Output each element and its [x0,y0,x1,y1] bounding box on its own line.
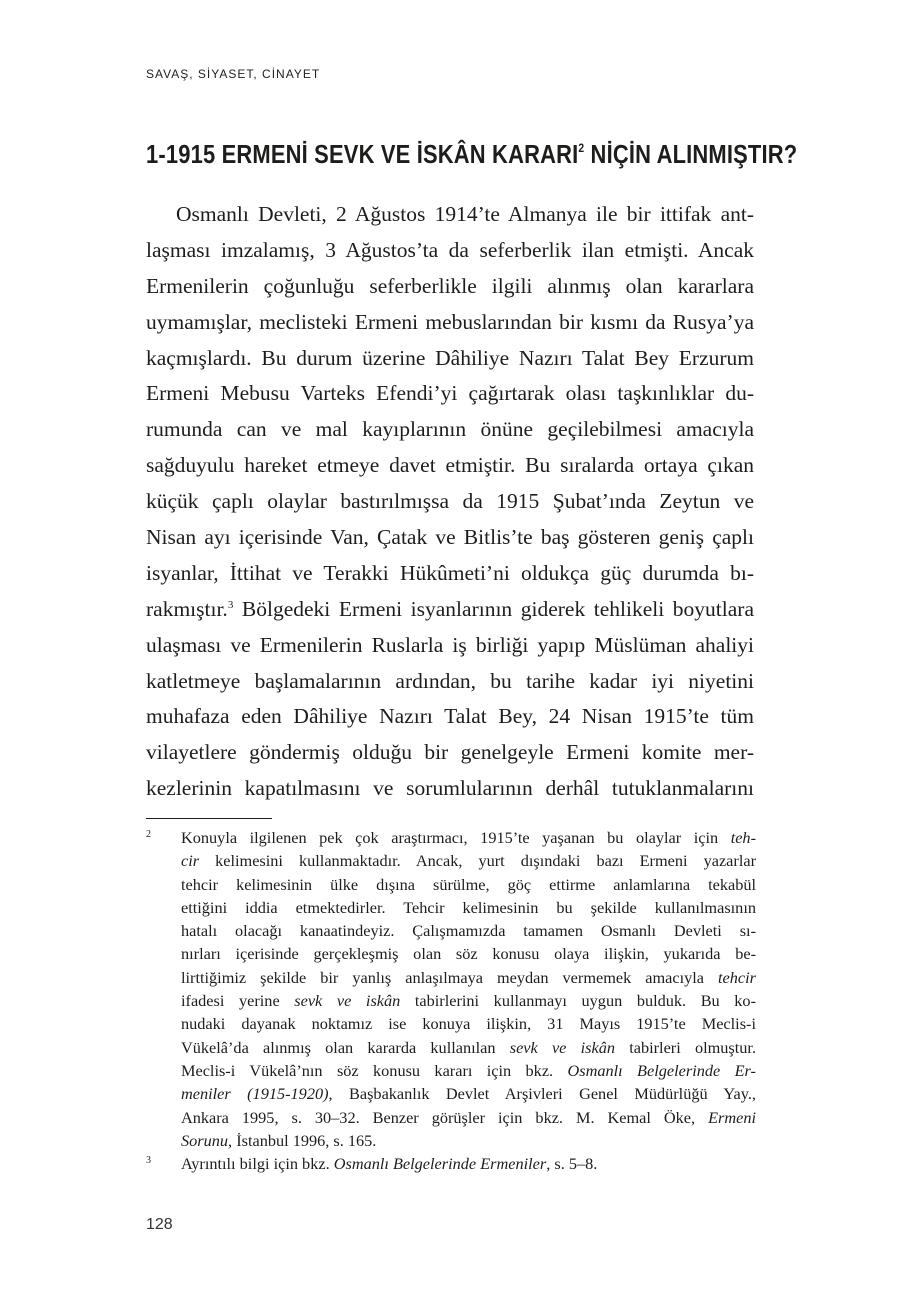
footnote-ref-2[interactable]: 2 [578,141,585,155]
footnote-italic: Sorunu [181,1130,229,1150]
footnote-line: nudaki dayanak noktamız ise konuya ilişkin, 31 Mayıs 1915’te Meclis-i [181,1014,756,1034]
footnote-text: Ayrıntılı bilgi için bkz. [181,1154,334,1174]
body-line: katletmeye başlamalarının ardından, bu tarihe kadar iyi niyetini [146,668,754,693]
footnote-line [181,1129,756,1152]
footnote-italic: cir [181,851,200,871]
footnote-line: tehcir kelimesinin ülke dışına sürülme, göç ettirme anlamlarına tekabül [181,874,756,894]
footnote-italic: Ermeni [708,1107,756,1127]
body-line: muhafaza eden Dâhiliye Nazırı Talat Bey, 24 Nisan 1915’te tüm [146,704,754,729]
footnote-italic: tehcir [718,967,756,987]
body-line: Ermenilerin çoğunluğu seferberlikle ilgili alınmış olan kararlara [146,273,754,298]
footnote-text: lirttiğimiz şekilde bir yanlış anlaşılmaya meydan vermemek amacıyla [181,967,719,987]
footnote-line [181,849,756,872]
footnote-number: 2 [146,829,151,840]
footnote-line [181,1152,756,1175]
footnote-text: Ankara 1995, s. 30–32. Benzer görüşler için bkz. M. Kemal Öke, [181,1107,709,1127]
footnote-ref-3[interactable]: 3 [227,598,234,611]
body-line: sağduyulu hareket etmeye davet etmiştir. Bu sıralarda ortaya çıkan [146,453,754,478]
chapter-title-text: 1-1915 ERMENİ SEVK VE İSKÂN KARARI [146,141,579,169]
chapter-title [146,141,798,170]
body-line: uymamışlar, meclisteki Ermeni mebuslarından bir kısmı da Rusya’ya [146,309,754,334]
footnote-text: tabirlerini kullanmayı uygun bulduk. Bu ko- [400,991,756,1011]
footnote-line: ettiğini iddia etmektedirler. Tehcir kelimesinin bu şekilde kullanılmasının [181,897,756,917]
footnote-line [181,1082,756,1105]
footnote-text: kelimesini kullanmaktadır. Ancak, yurt dışındaki bazı Ermeni yazarlar [199,851,756,871]
footnote-line [181,826,756,849]
body-line: küçük çaplı olaylar bastırılmışsa da 1915 Şubat’ında Zeytun ve [146,489,754,514]
body-line: vilayetlere göndermiş olduğu bir genelgeyle Ermeni komite mer- [146,740,754,765]
footnote-line [181,1059,756,1082]
footnote-line [181,966,756,989]
footnotes [146,826,756,1175]
body-line: rumunda can ve mal kayıplarının önüne geçilebilmesi amacıyla [146,417,754,442]
body-line-text: Bölgedeki Ermeni isyanlarının giderek tehlikeli boyutlara [233,596,754,621]
body-line: ulaşması ve Ermenilerin Ruslarla iş birliği yapıp Müslüman ahaliyi [146,632,754,657]
body-line: Nisan ayı içerisinde Van, Çatak ve Bitlis’te baş gösteren geniş çaplı [146,525,754,550]
footnote-2 [146,826,756,1152]
body-line [146,592,754,628]
footnote-line: nırları içerisinde gerçekleşmiş olan söz konusu olaya ilişkin, yukarıda be- [181,944,756,964]
body-line: kezlerinin kapatılmasını ve sorumlularının derhâl tutuklanmalarını [146,776,754,801]
footnote-italic: meniler (1915-1920) [181,1084,329,1104]
footnote-3 [146,1152,756,1175]
footnote-text: Meclis-i Vükelâ’nın söz konusu kararı için bkz. [181,1060,568,1080]
footnote-italic: teh- [730,828,756,847]
footnote-text: , Başbakanlık Devlet Arşivleri Genel Müdürlüğü Yay., [328,1084,756,1104]
footnote-italic: sevk ve iskân [509,1037,615,1057]
body-line: Ermeni Mebusu Varteks Efendi’yi çağırtarak olası taşkınlıklar du- [146,381,754,406]
footnote-text: tabirleri olmuştur. [615,1037,757,1057]
footnote-line: hatalı olacağı kanaatindeyiz. Çalışmamızda tamamen Osmanlı Devleti sı- [181,921,756,941]
body-paragraph [146,197,754,807]
footnote-line [181,989,756,1012]
body-line: Osmanlı Devleti, 2 Ağustos 1914’te Almanya ile bir ittifak ant- [176,202,754,226]
footnote-divider [146,818,272,819]
footnote-text: Vükelâ’da alınmış olan kararda kullanılan [181,1037,510,1057]
footnote-line [181,1106,756,1129]
body-line: isyanlar, İttihat ve Terakki Hükûmeti’ni oldukça güç durumda bı- [146,560,754,585]
footnote-text: ifadesi yerine [181,991,295,1011]
footnote-italic: Osmanlı Belgelerinde Ermeniler [333,1154,547,1174]
running-head: SAVAŞ, SİYASET, CİNAYET [146,67,321,81]
footnote-line [181,1036,756,1059]
body-line: kaçmışlardı. Bu durum üzerine Dâhiliye Nazırı Talat Bey Erzurum [146,345,754,370]
footnote-text: Konuyla ilgilenen pek çok araştırmacı, 1915’te yaşanan bu olaylar için [181,828,731,847]
body-line-text: rakmıştır. [146,596,228,621]
chapter-title-end: NİÇİN ALINMIŞTIR? [584,141,798,169]
page-number: 128 [146,1216,173,1233]
footnote-text: , s. 5–8. [546,1154,598,1174]
footnote-text: , İstanbul 1996, s. 165. [228,1130,377,1150]
footnote-italic: sevk ve iskân [294,991,401,1011]
footnote-number: 3 [146,1155,151,1167]
body-line: laşması imzalamış, 3 Ağustos’ta da seferberlik ilan etmişti. Ancak [146,237,754,262]
footnote-italic: Osmanlı Belgelerinde Er- [567,1060,756,1080]
